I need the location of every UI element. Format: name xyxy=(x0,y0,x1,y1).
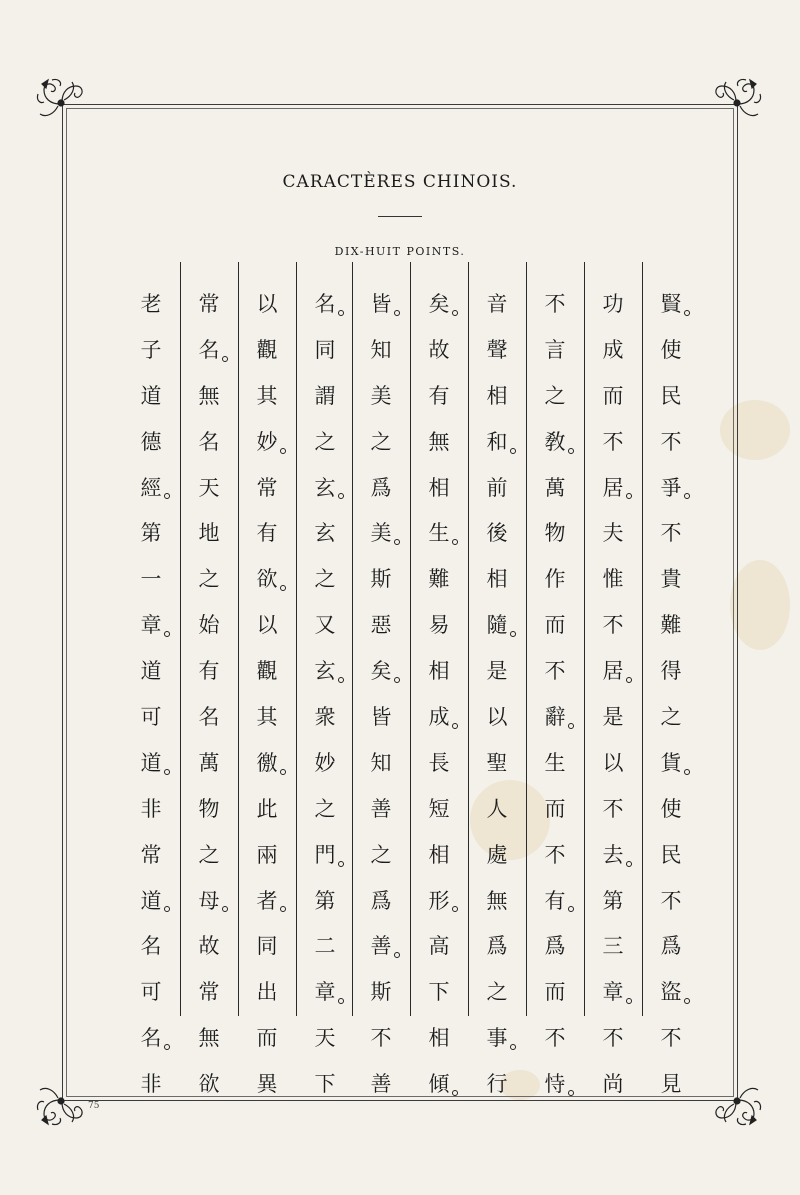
chinese-character: 是 xyxy=(486,659,508,684)
chinese-character: 故 xyxy=(198,934,220,959)
chinese-character: 惟 xyxy=(602,567,624,592)
chinese-character: 異 xyxy=(256,1072,278,1097)
text-column xyxy=(526,282,584,1097)
chinese-character: 名 xyxy=(122,1016,180,1062)
chinese-character: 不 xyxy=(602,1026,624,1051)
punctuation-circle-icon xyxy=(338,493,344,499)
chinese-character: 和 xyxy=(468,420,526,466)
text-column xyxy=(468,282,526,1097)
chinese-character: 相 xyxy=(428,1026,450,1051)
chinese-character: 不 xyxy=(544,292,566,316)
text-column xyxy=(352,282,410,1097)
chinese-character: 道 xyxy=(122,741,180,787)
page-subtitle: DIX-HUIT POINTS. xyxy=(334,245,466,258)
page-number: 75 xyxy=(88,1101,100,1111)
corner-ornament-icon xyxy=(32,1074,88,1130)
punctuation-circle-icon xyxy=(510,631,516,637)
punctuation-circle-icon xyxy=(222,356,228,362)
page-title: CARACTÈRES CHINOIS. xyxy=(282,172,518,192)
chinese-character: 有 xyxy=(428,383,450,408)
text-column xyxy=(180,282,238,1097)
punctuation-circle-icon xyxy=(684,998,690,1004)
chinese-character: 辭 xyxy=(526,695,584,741)
chinese-character: 惡 xyxy=(370,613,392,638)
chinese-character: 之 xyxy=(314,796,336,821)
punctuation-circle-icon xyxy=(626,861,632,867)
punctuation-circle-icon xyxy=(394,677,400,683)
chinese-character: 作 xyxy=(544,567,566,592)
chinese-character: 妙 xyxy=(314,750,336,775)
chinese-character: 而 xyxy=(602,383,624,408)
chinese-character: 知 xyxy=(370,337,392,362)
chinese-character: 聖 xyxy=(486,750,508,775)
chinese-character: 以 xyxy=(256,292,278,316)
punctuation-circle-icon xyxy=(568,1090,574,1096)
chinese-character: 知 xyxy=(370,750,392,775)
chinese-character: 非 xyxy=(140,1072,162,1097)
chinese-character: 以 xyxy=(602,750,624,775)
chinese-character: 使 xyxy=(660,796,682,821)
chinese-character: 相 xyxy=(428,475,450,500)
punctuation-circle-icon xyxy=(452,539,458,545)
chinese-character: 聲 xyxy=(486,337,508,362)
chinese-character: 一 xyxy=(140,567,162,592)
punctuation-circle-icon xyxy=(626,998,632,1004)
chinese-character: 之 xyxy=(314,567,336,592)
chinese-character: 萬 xyxy=(198,750,220,775)
chinese-character: 第 xyxy=(314,888,336,913)
text-column xyxy=(296,282,354,1097)
chinese-character: 皆 xyxy=(370,705,392,730)
corner-ornament-icon xyxy=(32,74,88,130)
chinese-character: 玄 xyxy=(296,649,354,695)
punctuation-circle-icon xyxy=(568,723,574,729)
chinese-character: 居 xyxy=(584,649,642,695)
punctuation-circle-icon xyxy=(626,677,632,683)
punctuation-circle-icon xyxy=(164,906,170,912)
chinese-character: 之 xyxy=(370,429,392,454)
chinese-character: 不 xyxy=(370,1026,392,1051)
chinese-character: 美 xyxy=(352,511,410,557)
punctuation-circle-icon xyxy=(280,769,286,775)
chinese-character: 不 xyxy=(660,888,682,913)
text-column xyxy=(642,282,700,1097)
punctuation-circle-icon xyxy=(684,310,690,316)
chinese-character: 無 xyxy=(198,1026,220,1051)
chinese-character: 易 xyxy=(428,613,450,638)
chinese-character: 民 xyxy=(660,383,682,408)
chinese-character: 之 xyxy=(198,842,220,867)
title-divider xyxy=(378,216,422,217)
chinese-character: 徼 xyxy=(238,741,296,787)
chinese-character: 善 xyxy=(352,924,410,970)
chinese-character: 有 xyxy=(256,521,278,546)
chinese-character: 功 xyxy=(602,292,624,316)
chinese-character: 敎 xyxy=(526,420,584,466)
punctuation-circle-icon xyxy=(452,723,458,729)
chinese-character: 不 xyxy=(660,521,682,546)
chinese-character: 賢 xyxy=(642,282,700,328)
chinese-character: 同 xyxy=(314,337,336,362)
chinese-character: 物 xyxy=(198,796,220,821)
chinese-character: 不 xyxy=(602,796,624,821)
chinese-character: 妙 xyxy=(238,420,296,466)
paper-stain xyxy=(730,560,790,650)
punctuation-circle-icon xyxy=(280,585,286,591)
chinese-character: 欲 xyxy=(238,557,296,603)
chinese-character: 衆 xyxy=(314,705,336,730)
chinese-character: 門 xyxy=(296,833,354,879)
chinese-character: 矣 xyxy=(352,649,410,695)
chinese-character: 爲 xyxy=(370,475,392,500)
chinese-character: 此 xyxy=(256,796,278,821)
chinese-character: 地 xyxy=(198,521,220,546)
chinese-character: 萬 xyxy=(544,475,566,500)
chinese-character: 之 xyxy=(660,705,682,730)
chinese-character: 章 xyxy=(122,603,180,649)
text-column xyxy=(410,282,468,1097)
chinese-character: 生 xyxy=(544,750,566,775)
chinese-character: 人 xyxy=(486,796,508,821)
chinese-character: 不 xyxy=(660,1026,682,1051)
chinese-character: 爲 xyxy=(544,934,566,959)
chinese-character: 出 xyxy=(256,980,278,1005)
chinese-character: 長 xyxy=(428,750,450,775)
punctuation-circle-icon xyxy=(338,677,344,683)
chinese-character: 經 xyxy=(122,466,180,512)
chinese-character: 難 xyxy=(428,567,450,592)
chinese-character: 欲 xyxy=(198,1072,220,1097)
chinese-character: 生 xyxy=(410,511,468,557)
chinese-character: 名 xyxy=(198,705,220,730)
punctuation-circle-icon xyxy=(164,493,170,499)
chinese-character: 見 xyxy=(660,1072,682,1097)
chinese-character: 名 xyxy=(296,282,354,328)
chinese-character: 同 xyxy=(256,934,278,959)
chinese-character: 而 xyxy=(544,796,566,821)
chinese-character: 道 xyxy=(140,383,162,408)
chinese-character: 道 xyxy=(140,659,162,684)
chinese-character: 前 xyxy=(486,475,508,500)
chinese-character: 居 xyxy=(584,466,642,512)
chinese-character: 第 xyxy=(602,888,624,913)
punctuation-circle-icon xyxy=(568,906,574,912)
chinese-character: 其 xyxy=(256,383,278,408)
chinese-character: 形 xyxy=(410,879,468,925)
chinese-character: 不 xyxy=(660,429,682,454)
chinese-character: 皆 xyxy=(352,282,410,328)
chinese-character: 觀 xyxy=(256,659,278,684)
chinese-character: 之 xyxy=(198,567,220,592)
chinese-character: 盜 xyxy=(642,970,700,1016)
punctuation-circle-icon xyxy=(222,906,228,912)
punctuation-circle-icon xyxy=(626,493,632,499)
chinese-character: 相 xyxy=(428,659,450,684)
punctuation-circle-icon xyxy=(164,769,170,775)
chinese-character: 無 xyxy=(428,429,450,454)
punctuation-circle-icon xyxy=(394,310,400,316)
punctuation-circle-icon xyxy=(452,906,458,912)
chinese-character: 物 xyxy=(544,521,566,546)
chinese-character: 非 xyxy=(140,796,162,821)
punctuation-circle-icon xyxy=(338,861,344,867)
chinese-character: 老 xyxy=(140,292,162,316)
text-column xyxy=(584,282,642,1097)
chinese-character: 又 xyxy=(314,613,336,638)
chinese-character: 言 xyxy=(544,337,566,362)
chinese-character: 傾 xyxy=(410,1062,468,1108)
chinese-character: 貴 xyxy=(660,567,682,592)
chinese-character: 得 xyxy=(660,659,682,684)
chinese-character: 道 xyxy=(122,879,180,925)
chinese-character: 二 xyxy=(314,934,336,959)
chinese-character: 章 xyxy=(584,970,642,1016)
chinese-character: 矣 xyxy=(410,282,468,328)
punctuation-circle-icon xyxy=(684,493,690,499)
text-column xyxy=(238,282,296,1097)
chinese-character: 常 xyxy=(198,980,220,1005)
chinese-character: 尚 xyxy=(602,1072,624,1097)
corner-ornament-icon xyxy=(710,1074,766,1130)
punctuation-circle-icon xyxy=(338,310,344,316)
punctuation-circle-icon xyxy=(280,906,286,912)
punctuation-circle-icon xyxy=(164,1044,170,1050)
chinese-character: 兩 xyxy=(256,842,278,867)
chinese-character: 隨 xyxy=(468,603,526,649)
chinese-character: 名 xyxy=(140,934,162,959)
chinese-character: 而 xyxy=(256,1026,278,1051)
corner-ornament-icon xyxy=(710,74,766,130)
punctuation-circle-icon xyxy=(510,1044,516,1050)
chinese-character: 以 xyxy=(256,613,278,638)
chinese-character: 爲 xyxy=(486,934,508,959)
chinese-character: 美 xyxy=(370,383,392,408)
chinese-character: 而 xyxy=(544,613,566,638)
chinese-character: 玄 xyxy=(314,521,336,546)
chinese-character: 始 xyxy=(198,613,220,638)
chinese-character: 民 xyxy=(660,842,682,867)
chinese-character: 之 xyxy=(544,383,566,408)
chinese-character: 處 xyxy=(486,842,508,867)
chinese-character: 恃 xyxy=(526,1062,584,1108)
chinese-character: 者 xyxy=(238,879,296,925)
chinese-character: 事 xyxy=(468,1016,526,1062)
chinese-character: 不 xyxy=(602,613,624,638)
chinese-character: 天 xyxy=(314,1026,336,1051)
chinese-character: 之 xyxy=(486,980,508,1005)
chinese-character: 去 xyxy=(584,833,642,879)
chinese-character: 常 xyxy=(140,842,162,867)
chinese-character: 音 xyxy=(486,292,508,316)
chinese-character: 章 xyxy=(296,970,354,1016)
chinese-character: 不 xyxy=(602,429,624,454)
chinese-character: 不 xyxy=(544,842,566,867)
chinese-character: 有 xyxy=(526,879,584,925)
chinese-character: 使 xyxy=(660,337,682,362)
punctuation-circle-icon xyxy=(280,448,286,454)
chinese-character: 子 xyxy=(140,337,162,362)
chinese-character: 相 xyxy=(486,567,508,592)
chinese-character: 故 xyxy=(428,337,450,362)
chinese-character: 常 xyxy=(256,475,278,500)
chinese-character: 成 xyxy=(602,337,624,362)
chinese-character: 斯 xyxy=(370,980,392,1005)
chinese-character: 難 xyxy=(660,613,682,638)
chinese-character: 德 xyxy=(140,429,162,454)
chinese-character: 斯 xyxy=(370,567,392,592)
chinese-character: 善 xyxy=(370,1072,392,1097)
chinese-character: 有 xyxy=(198,659,220,684)
chinese-character: 貨 xyxy=(642,741,700,787)
chinese-character: 夫 xyxy=(602,521,624,546)
chinese-character: 之 xyxy=(314,429,336,454)
chinese-character: 高 xyxy=(428,934,450,959)
chinese-character: 不 xyxy=(544,659,566,684)
chinese-character: 後 xyxy=(486,521,508,546)
punctuation-circle-icon xyxy=(452,310,458,316)
punctuation-circle-icon xyxy=(164,631,170,637)
chinese-character: 不 xyxy=(544,1026,566,1051)
chinese-character: 名 xyxy=(198,429,220,454)
chinese-character: 而 xyxy=(544,980,566,1005)
punctuation-circle-icon xyxy=(338,998,344,1004)
chinese-character: 以 xyxy=(486,705,508,730)
chinese-character: 是 xyxy=(602,705,624,730)
chinese-character: 母 xyxy=(180,879,238,925)
chinese-character: 相 xyxy=(486,383,508,408)
chinese-character: 觀 xyxy=(256,337,278,362)
chinese-character: 玄 xyxy=(296,466,354,512)
chinese-character: 名 xyxy=(180,328,238,374)
chinese-character: 常 xyxy=(198,292,220,316)
punctuation-circle-icon xyxy=(394,539,400,545)
punctuation-circle-icon xyxy=(394,952,400,958)
chinese-character: 可 xyxy=(140,980,162,1005)
chinese-character: 之 xyxy=(370,842,392,867)
chinese-character: 第 xyxy=(140,521,162,546)
punctuation-circle-icon xyxy=(510,448,516,454)
chinese-character: 成 xyxy=(410,695,468,741)
punctuation-circle-icon xyxy=(568,448,574,454)
chinese-character: 無 xyxy=(198,383,220,408)
chinese-character: 天 xyxy=(198,475,220,500)
chinese-character: 下 xyxy=(314,1072,336,1097)
chinese-character: 爲 xyxy=(660,934,682,959)
text-column xyxy=(122,282,180,1097)
chinese-character: 謂 xyxy=(314,383,336,408)
chinese-character: 行 xyxy=(486,1072,508,1097)
chinese-character: 可 xyxy=(140,705,162,730)
punctuation-circle-icon xyxy=(452,1090,458,1096)
chinese-character: 爲 xyxy=(370,888,392,913)
chinese-character: 其 xyxy=(256,705,278,730)
chinese-character: 善 xyxy=(370,796,392,821)
chinese-character: 爭 xyxy=(642,466,700,512)
chinese-character: 相 xyxy=(428,842,450,867)
chinese-character: 下 xyxy=(428,980,450,1005)
chinese-character: 短 xyxy=(428,796,450,821)
chinese-character: 三 xyxy=(602,934,624,959)
punctuation-circle-icon xyxy=(684,769,690,775)
chinese-character: 無 xyxy=(486,888,508,913)
